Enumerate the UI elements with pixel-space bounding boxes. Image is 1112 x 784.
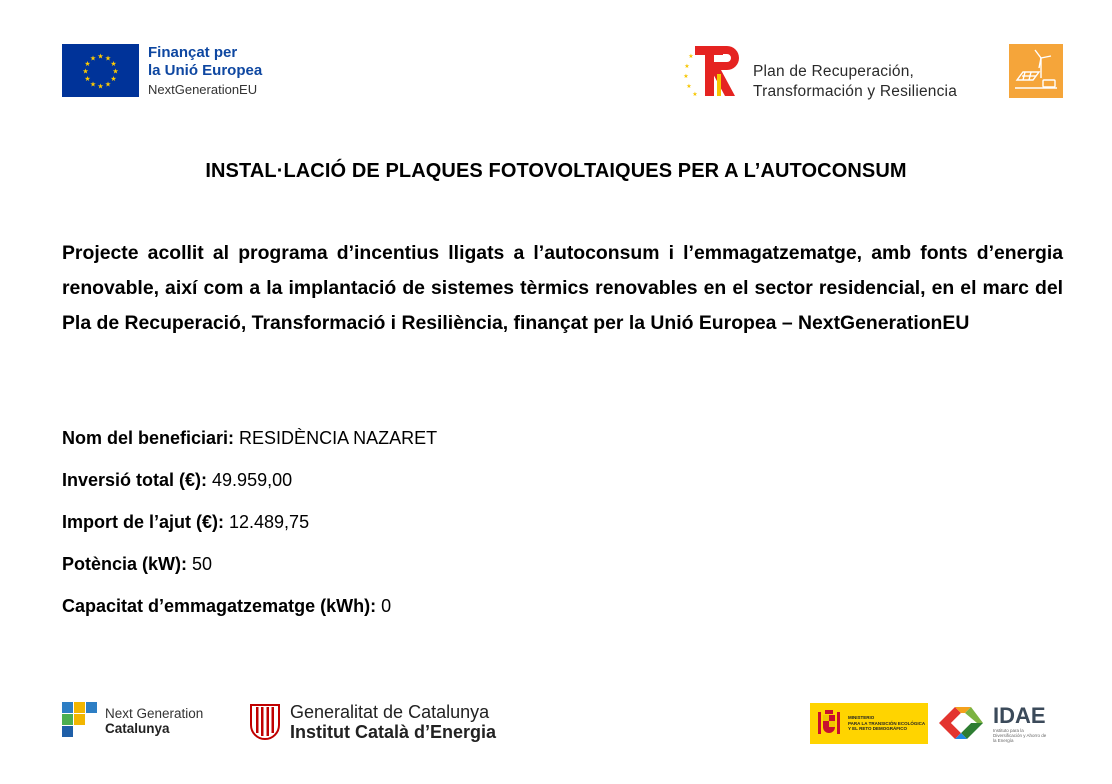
detail-value: RESIDÈNCIA NAZARET: [234, 428, 438, 448]
idae-subtitle: Instituto para la Diversificación y Ahorro de la Energía: [993, 728, 1047, 743]
ministerio-logo: [810, 703, 928, 744]
svg-text:★: ★: [684, 63, 690, 70]
next-generation-catalunya-logo: [62, 702, 203, 739]
ministerio-line3: Y EL RETO DEMOGRÁFICO: [848, 726, 908, 732]
spain-coat-of-arms-icon: [815, 709, 843, 739]
svg-text:★: ★: [97, 52, 104, 61]
idae-mark-icon: [935, 703, 987, 744]
eu-logo-line2: la Unió Europea: [148, 62, 263, 79]
svg-text:★: ★: [692, 91, 698, 98]
project-details: [62, 424, 962, 634]
detail-value: 49.959,00: [207, 470, 293, 490]
svg-text:★: ★: [688, 53, 694, 60]
svg-text:★: ★: [84, 60, 91, 68]
page-title: INSTAL·LACIÓ DE PLAQUES FOTOVOLTAIQUES PER A L’AUTOCONSUM: [205, 160, 907, 182]
ngc-squares-icon: [62, 702, 99, 739]
recovery-plan-line2: Transformación y Resiliencia: [753, 83, 958, 100]
svg-text:★: ★: [110, 75, 117, 83]
project-description: Projecte acollit al programa d’incentius lligats a l’autoconsum i l’emmagatzematge, amb fonts d’energia renovable, així com a la implantació de sistemes tèrmics renovables en el sector residencial, en el marc del Pla de Recuperació, Transformació i Resiliència, finançat per la Unió Europea – NextGenerationEU: [62, 242, 1063, 334]
svg-text:★: ★: [110, 60, 117, 68]
solar-panel-wind-turbine-icon: [1009, 44, 1063, 98]
svg-text:★: ★: [89, 54, 97, 63]
detail-value: 12.489,75: [224, 512, 310, 532]
detail-label: Potència (kW):: [62, 554, 188, 574]
recovery-plan-line1: Plan de Recuperación,: [753, 63, 915, 80]
detail-label: Inversió total (€):: [62, 470, 208, 490]
detail-row-power: [62, 550, 962, 578]
idae-logo: [935, 703, 1053, 744]
detail-value: 50: [187, 554, 213, 574]
generalitat-line1: Generalitat de Catalunya: [290, 702, 490, 722]
eu-flag-icon: [62, 44, 139, 97]
svg-text:★: ★: [84, 75, 91, 83]
detail-row-aid-amount: [62, 508, 962, 536]
svg-text:★: ★: [97, 82, 104, 91]
detail-row-storage-capacity: [62, 592, 962, 620]
ministerio-line1: MINISTERIO: [848, 715, 875, 721]
svg-text:★: ★: [686, 83, 692, 90]
detail-label: Nom del beneficiari:: [62, 428, 235, 448]
detail-row-beneficiary: [62, 424, 962, 452]
svg-text:★: ★: [112, 67, 119, 76]
svg-text:★: ★: [89, 80, 97, 89]
eu-funding-logo: [62, 44, 262, 99]
eu-logo-line3: NextGenerationEU: [148, 82, 258, 97]
detail-value: 0: [376, 596, 392, 616]
detail-label: Import de l’ajut (€):: [62, 512, 224, 532]
ngc-line2: Catalunya: [105, 720, 170, 736]
generalitat-line2: Institut Català d’Energia: [290, 722, 497, 742]
generalitat-icaen-logo: [249, 702, 496, 742]
ministerio-line2: PARA LA TRANSICIÓN ECOLÓGICA: [848, 720, 926, 726]
prtr-mark-icon: [683, 44, 745, 100]
senyera-icon: [249, 703, 281, 741]
idae-name: IDAE: [993, 703, 1046, 728]
detail-row-total-investment: [62, 466, 962, 494]
recovery-plan-logo: [683, 44, 993, 100]
svg-text:★: ★: [683, 73, 689, 80]
svg-text:★: ★: [104, 80, 112, 89]
svg-text:★: ★: [82, 67, 89, 76]
eu-logo-line1: Finançat per: [148, 44, 238, 61]
svg-text:★: ★: [104, 54, 112, 63]
detail-label: Capacitat d’emmagatzematge (kWh):: [62, 596, 377, 616]
ngc-line1: Next Generation: [105, 705, 204, 721]
